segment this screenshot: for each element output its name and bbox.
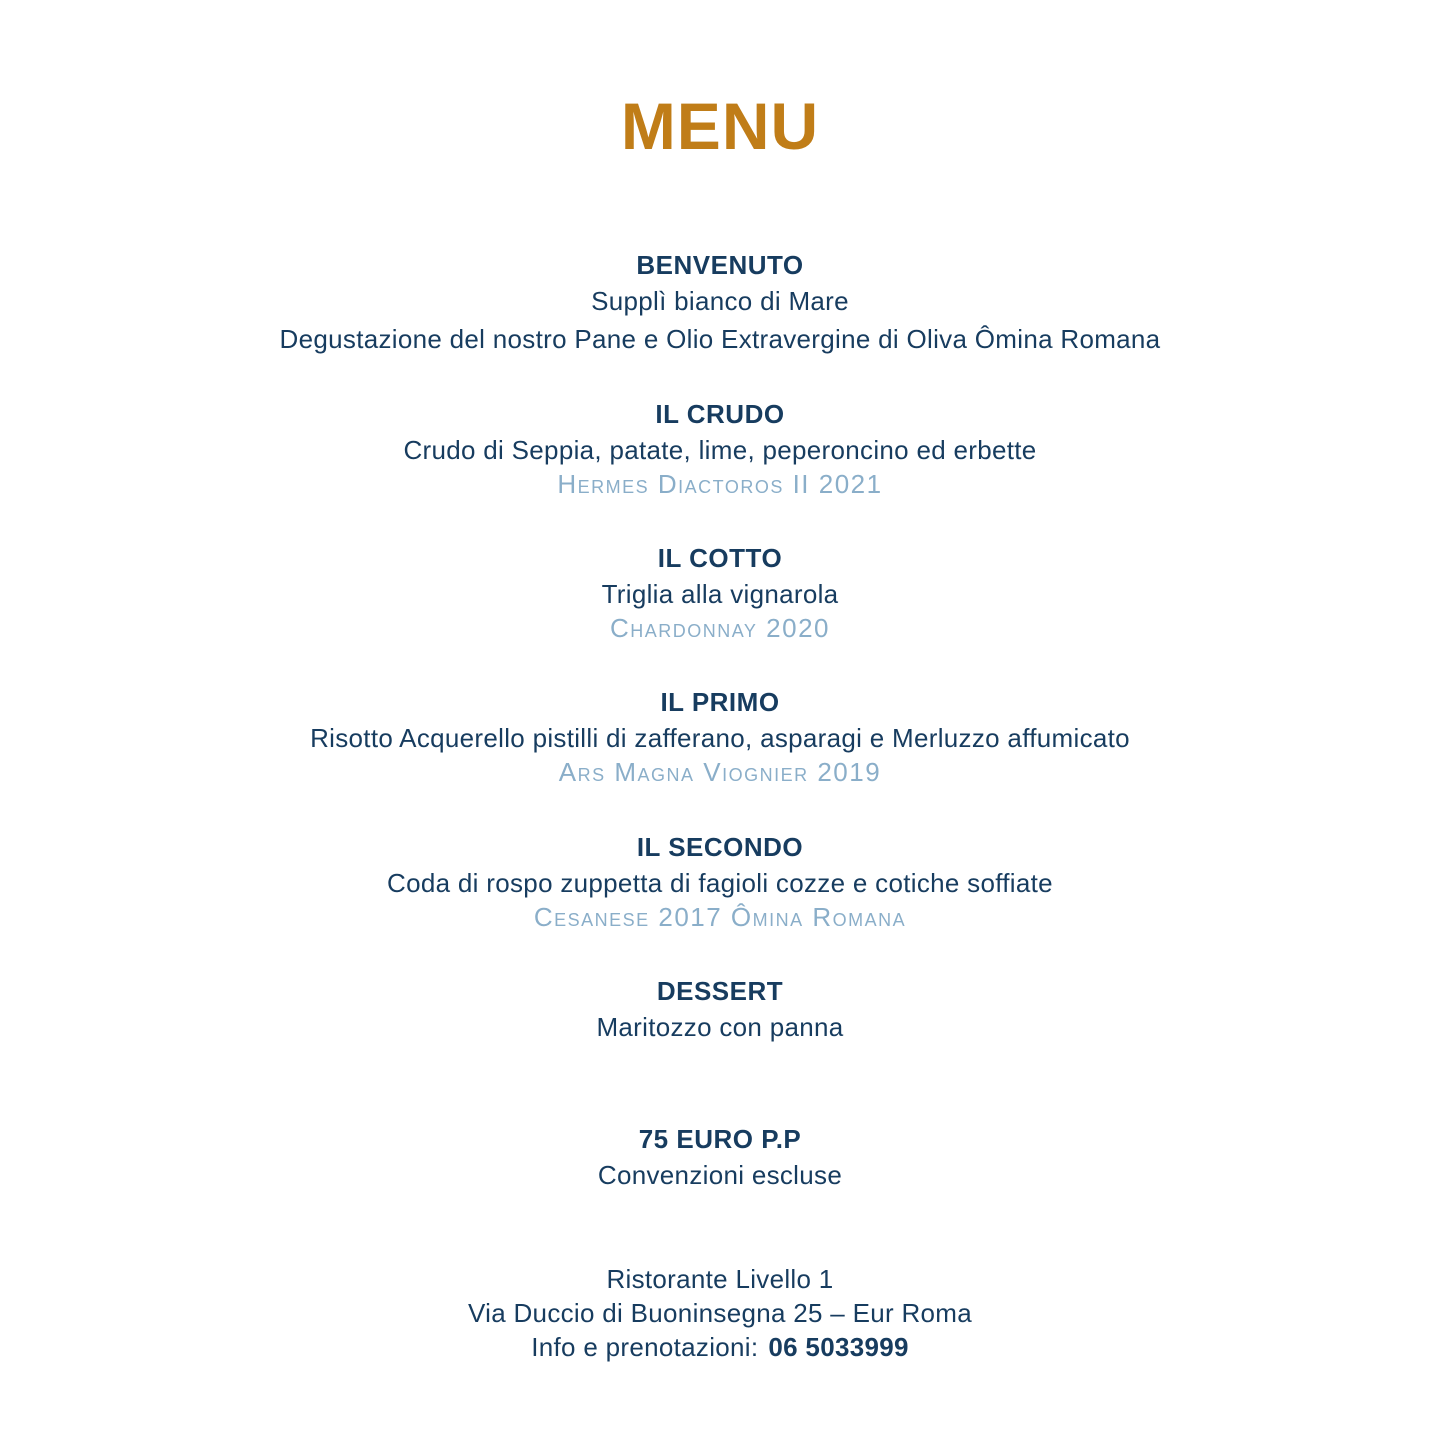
- dish-item: Maritozzo con panna: [596, 1012, 844, 1042]
- course-benvenuto: [0, 250, 1440, 358]
- dish-item: Coda di rospo zuppetta di fagioli cozze e cotiche soffiate: [387, 868, 1053, 898]
- course-il-crudo: [0, 399, 1440, 499]
- price-heading: 75 EURO P.P: [638, 1124, 802, 1154]
- dish-item: Risotto Acquerello pistilli di zafferano, asparagi e Merluzzo affumicato: [310, 723, 1130, 753]
- price-note: Convenzioni escluse: [597, 1160, 843, 1190]
- dish-item: Supplì bianco di Mare: [591, 286, 849, 316]
- course-heading: IL PRIMO: [660, 687, 780, 717]
- course-heading: BENVENUTO: [636, 250, 804, 280]
- wine-pairing: Cesanese 2017 Ômina Romana: [533, 902, 907, 932]
- wine-pairing: Hermes Diactoros II 2021: [557, 469, 883, 499]
- dish-item: Degustazione del nostro Pane e Olio Extravergine di Oliva Ômina Romana: [279, 324, 1161, 354]
- info-label: Info e prenotazioni:: [531, 1332, 759, 1362]
- course-dessert: [0, 976, 1440, 1046]
- restaurant-name: Ristorante Livello 1: [606, 1264, 834, 1294]
- reservation-info: [0, 1330, 1440, 1364]
- course-heading: IL SECONDO: [636, 832, 804, 862]
- restaurant-address: Via Duccio di Buoninsegna 25 – Eur Roma: [467, 1298, 973, 1328]
- wine-pairing: Ars Magna Viognier 2019: [558, 757, 882, 787]
- course-heading: DESSERT: [656, 976, 784, 1006]
- course-il-primo: [0, 687, 1440, 787]
- footer-contact: [0, 1262, 1440, 1364]
- course-heading: IL CRUDO: [655, 399, 785, 429]
- wine-pairing: Chardonnay 2020: [609, 613, 831, 643]
- dish-item: Triglia alla vignarola: [601, 579, 839, 609]
- menu-title: MENU: [620, 89, 820, 163]
- course-il-cotto: [0, 543, 1440, 643]
- dish-item: Crudo di Seppia, patate, lime, peperoncino ed erbette: [403, 435, 1037, 465]
- course-il-secondo: [0, 832, 1440, 932]
- phone-number[interactable]: 06 5033999: [768, 1332, 909, 1362]
- course-heading: IL COTTO: [657, 543, 783, 573]
- price-section: [0, 1124, 1440, 1194]
